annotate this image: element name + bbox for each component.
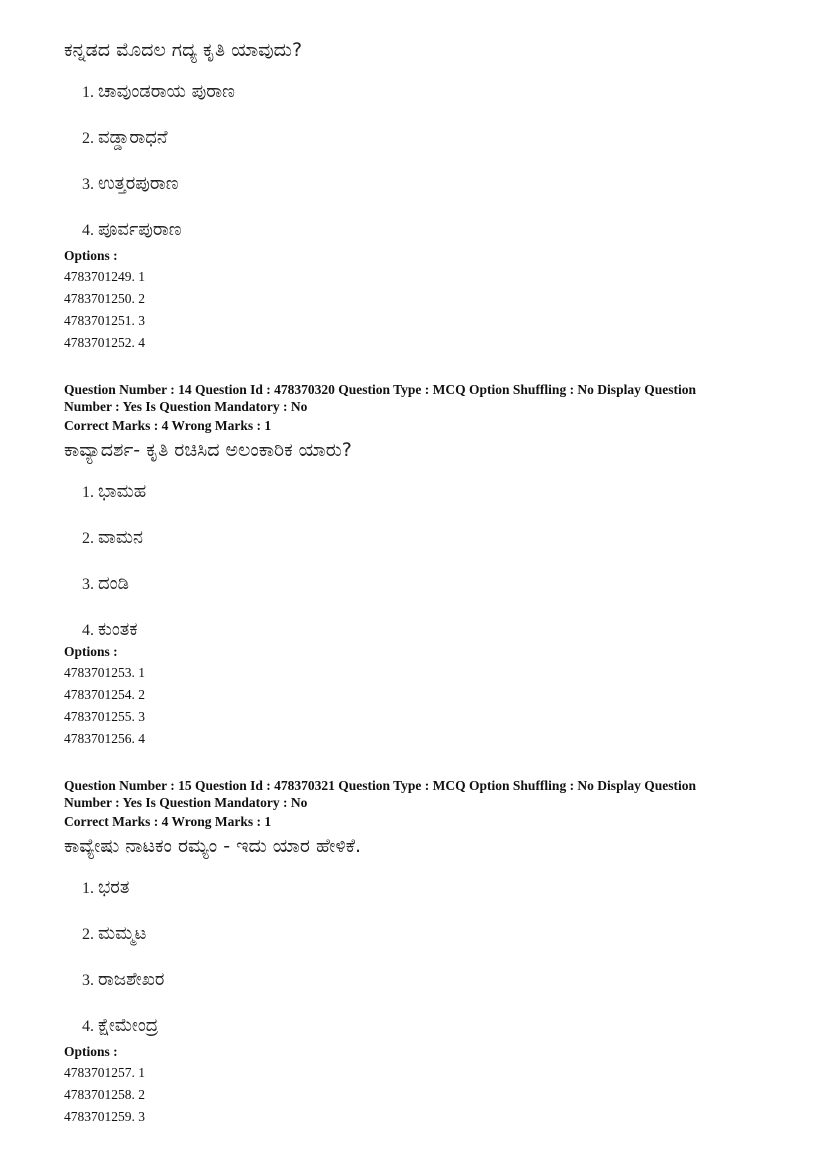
meta-line: Question Number : 15 Question Id : 478370321 Question Type : MCQ Option Shuffling : No Display Question bbox=[64, 778, 696, 793]
choice-2: 2. ವಾಮನ bbox=[82, 527, 144, 548]
question-14-meta bbox=[64, 382, 764, 435]
option-id-row: 4783701249. 1 bbox=[64, 269, 145, 284]
options-list-14 bbox=[64, 642, 764, 750]
choice-4: 4. ಕ್ಷೇಮೇಂದ್ರ bbox=[82, 1015, 159, 1036]
choice-2: 2. ಮಮ್ಮಟ bbox=[82, 923, 147, 944]
option-id-row: 4783701251. 3 bbox=[64, 313, 145, 328]
options-list-13 bbox=[64, 246, 764, 354]
option-id-row: 4783701253. 1 bbox=[64, 665, 145, 680]
option-id-row: 4783701255. 3 bbox=[64, 709, 145, 724]
choice-3: 3. ರಾಜಶೇಖರ bbox=[82, 969, 165, 990]
choice-1: 1. ಭರತ bbox=[82, 877, 130, 898]
options-label: Options : bbox=[64, 248, 118, 263]
meta-line: Number : Yes Is Question Mandatory : No bbox=[64, 398, 308, 414]
question-13 bbox=[64, 38, 764, 254]
meta-line: Question Number : 14 Question Id : 478370320 Question Type : MCQ Option Shuffling : No Display Question bbox=[64, 382, 696, 397]
choice-4: 4. ಪೂರ್ವಪುರಾಣ bbox=[82, 219, 182, 240]
option-id-row: 4783701250. 2 bbox=[64, 291, 145, 306]
marks-line: Correct Marks : 4 Wrong Marks : 1 bbox=[64, 418, 272, 433]
option-id-row: 4783701254. 2 bbox=[64, 687, 145, 702]
choice-4: 4. ಕುಂತಕ bbox=[82, 619, 138, 640]
question-14 bbox=[64, 438, 764, 654]
options-label: Options : bbox=[64, 644, 118, 659]
option-id-row: 4783701257. 1 bbox=[64, 1065, 145, 1080]
question-text: ಕಾವ್ಯೇಷು ನಾಟಕಂ ರಮ್ಯಂ - ಇದು ಯಾರ ಹೇಳಿಕೆ. bbox=[64, 835, 362, 857]
question-15-meta bbox=[64, 778, 764, 831]
question-15 bbox=[64, 834, 764, 1050]
options-label: Options : bbox=[64, 1044, 118, 1059]
marks-line: Correct Marks : 4 Wrong Marks : 1 bbox=[64, 814, 272, 829]
meta-line: Number : Yes Is Question Mandatory : No bbox=[64, 794, 308, 810]
option-id-row: 4783701259. 3 bbox=[64, 1109, 145, 1124]
choice-2: 2. ವಡ್ಡಾರಾಧನೆ bbox=[82, 127, 168, 148]
choice-1: 1. ಚಾವುಂಡರಾಯ ಪುರಾಣ bbox=[82, 81, 235, 102]
option-id-row: 4783701258. 2 bbox=[64, 1087, 145, 1102]
choice-3: 3. ಉತ್ತರಪುರಾಣ bbox=[82, 173, 179, 194]
option-id-row: 4783701252. 4 bbox=[64, 335, 145, 350]
question-text: ಕನ್ನಡದ ಮೊದಲ ಗದ್ಯ ಕೃತಿ ಯಾವುದು? bbox=[64, 39, 303, 61]
choice-1: 1. ಭಾಮಹ bbox=[82, 481, 147, 502]
options-list-15 bbox=[64, 1042, 764, 1128]
question-text: ಕಾವ್ಯಾದರ್ಶ- ಕೃತಿ ರಚಿಸಿದ ಅಲಂಕಾರಿಕ ಯಾರು? bbox=[64, 439, 352, 461]
option-id-row: 4783701256. 4 bbox=[64, 731, 145, 746]
choice-3: 3. ದಂಡಿ bbox=[82, 573, 129, 594]
